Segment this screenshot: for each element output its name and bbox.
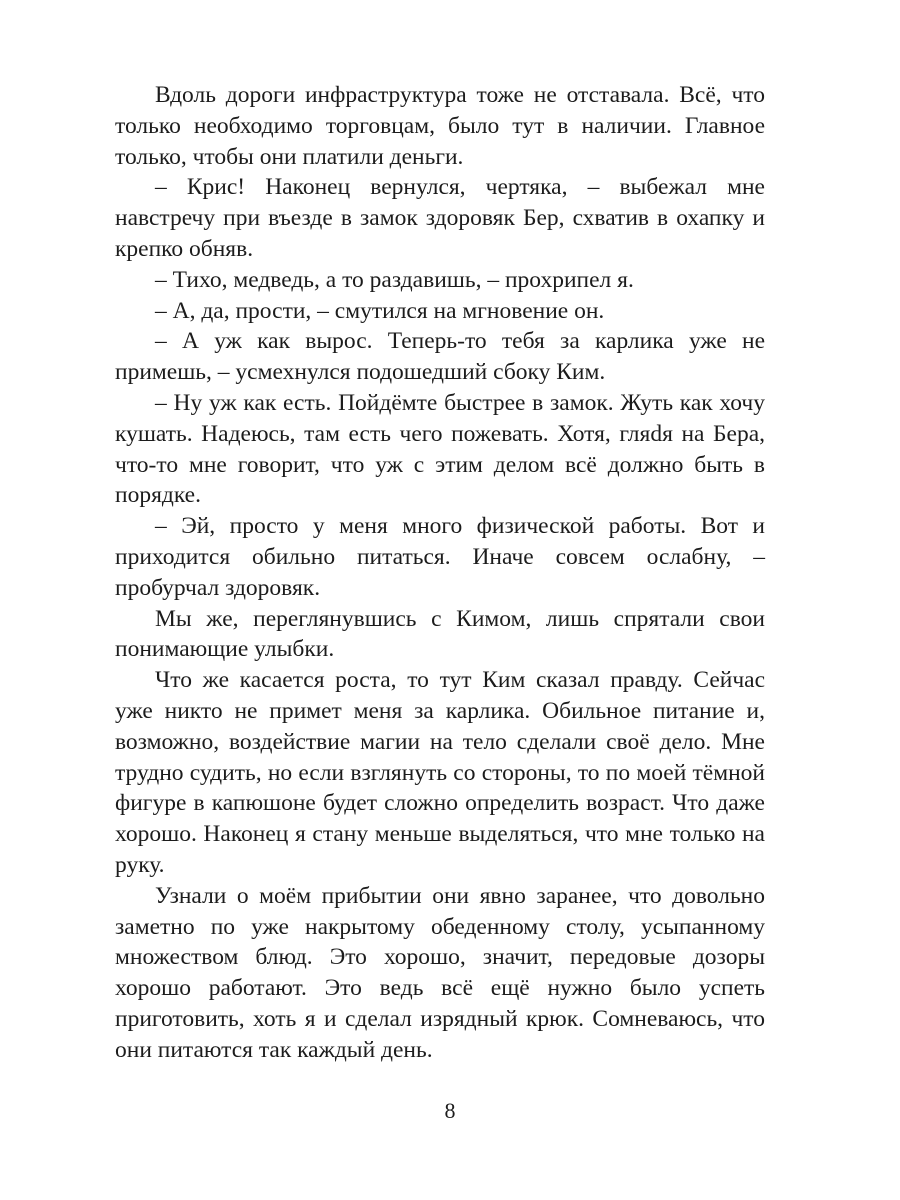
paragraph-9: Что же касается роста, то тут Ким сказал правду. Сейчас уже никто не примет меня за карлика. Обильное питание и, возможно, воздействие магии на тело сделали своё дело. Мне трудно судить, но если взглянуть со стороны, то по моей тёмной фигуре в капюшоне будет сложно определить возраст. Что даже хорошо. Наконец я стану меньше выделяться, что мне только на руку. bbox=[115, 667, 765, 878]
page-number: 8 bbox=[444, 1098, 456, 1123]
body-text bbox=[115, 80, 765, 1066]
paragraph-3: – Тихо, медведь, а то раздавишь, – прохрипел я. bbox=[155, 266, 634, 293]
paragraph-5: – А уж как вырос. Теперь-то тебя за карлика уже не примешь, – усмехнулся подошедший сбоку Ким. bbox=[115, 328, 765, 386]
paragraph-1: Вдоль дороги инфраструктура тоже не отставала. Всё, что только необходимо торговцам, было тут в наличии. Главное только, чтобы они платили деньги. bbox=[115, 82, 765, 170]
paragraph-7: – Эй, просто у меня много физической работы. Вот и приходится обильно питаться. Иначе совсем ослабну, – пробурчал здоровяк. bbox=[115, 513, 765, 601]
paragraph-2: – Крис! Наконец вернулся, чертяка, – выбежал мне навстречу при въезде в замок здоровяк Бер, схватив в охапку и крепко обняв. bbox=[115, 174, 765, 262]
paragraph-4: – А, да, прости, – смутился на мгновение он. bbox=[155, 297, 605, 324]
paragraph-8: Мы же, переглянувшись с Кимом, лишь спрятали свои понимающие улыбки. bbox=[115, 605, 765, 663]
paragraph-10: Узнали о моём прибытии они явно заранее, что довольно заметно по уже накрытому обеденному столу, усыпанному множеством блюд. Это хорошо, значит, передовые дозоры хорошо работают. Это ведь всё ещё нужно было успеть приготовить, хоть я и сделал изрядный крюк. Сомневаюсь, что они питаются так каждый день. bbox=[115, 882, 765, 1063]
paragraph-6: – Ну уж как есть. Пойдёмте быстрее в замок. Жуть как хочу кушать. Надеюсь, там есть чего пожевать. Хотя, гляdя на Бера, что-то мне говорит, что уж с этим делом всё должно быть в порядке. bbox=[115, 389, 765, 509]
